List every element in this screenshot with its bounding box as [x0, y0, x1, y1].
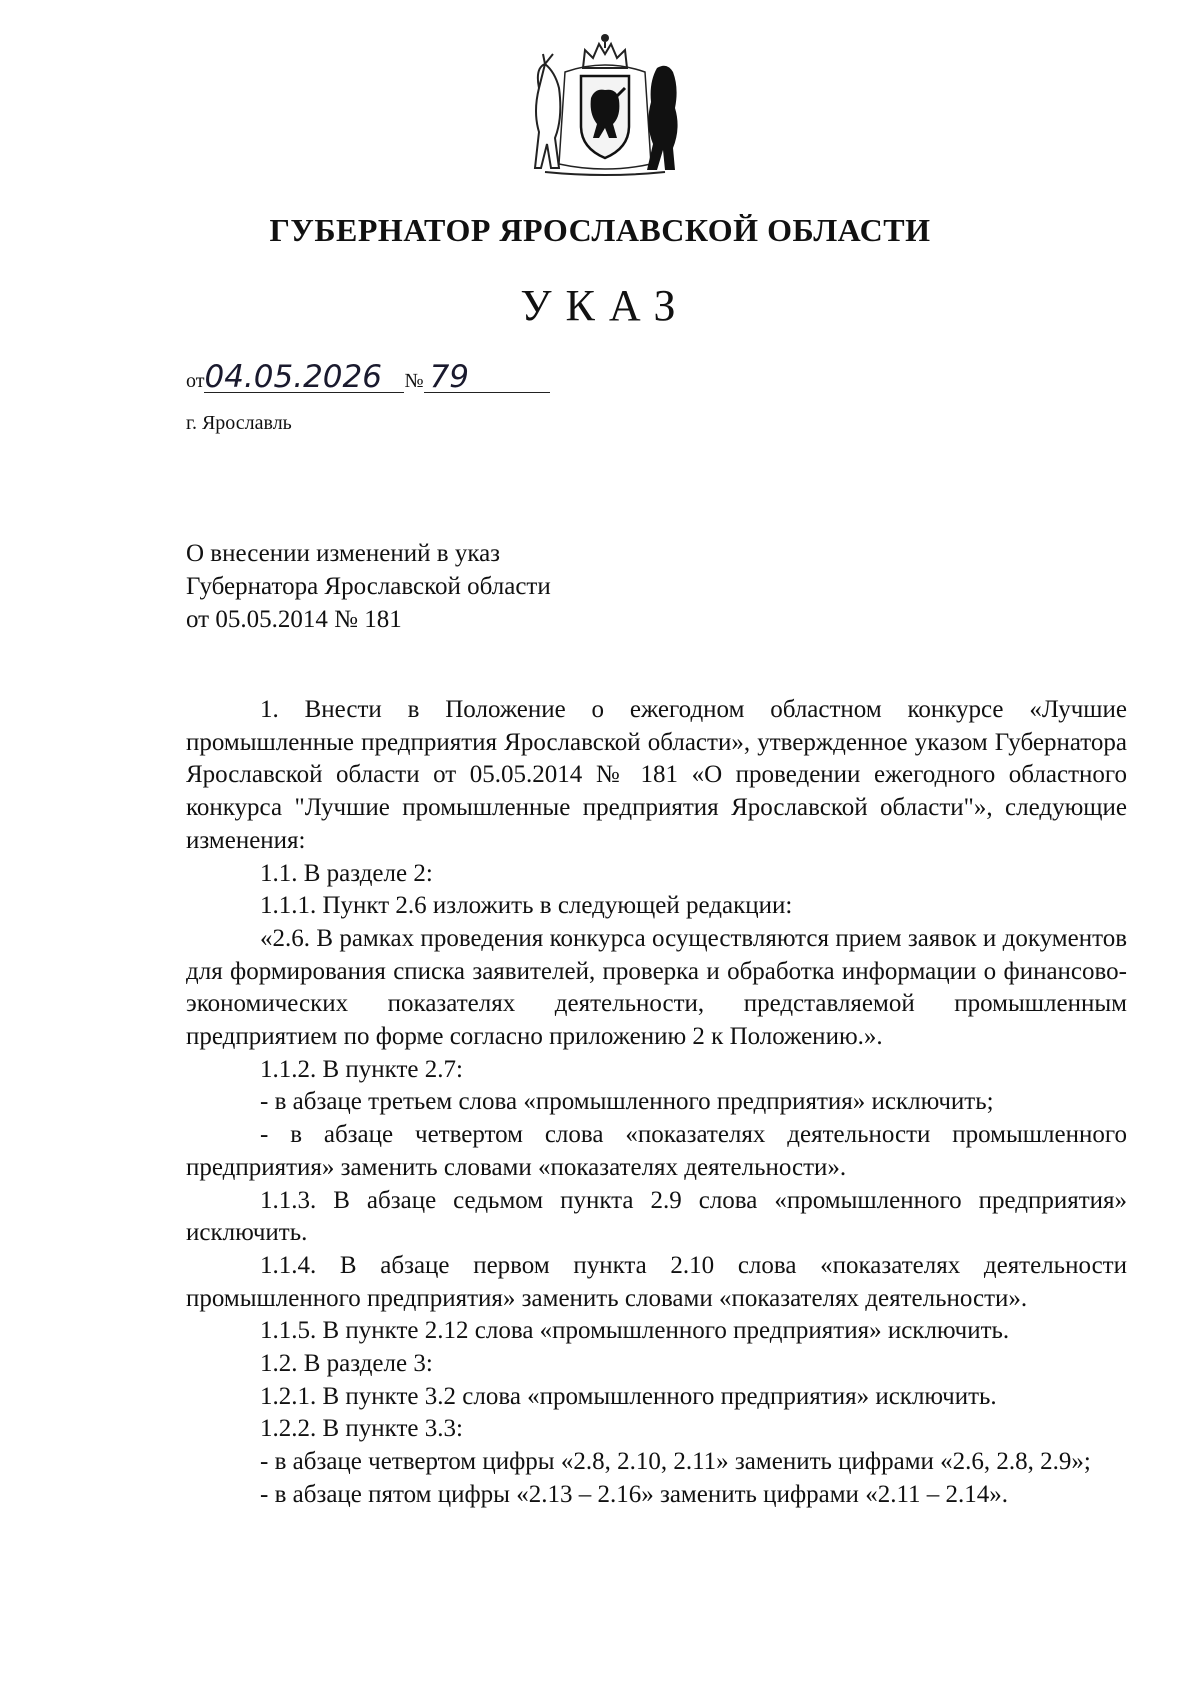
body-paragraph: 1.1.1. Пункт 2.6 изложить в следующей редакции:: [260, 892, 793, 920]
body-paragraph: 1.2.2. В пункте 3.3:: [260, 1415, 463, 1443]
body-paragraph: 1.1.3. В абзаце седьмом пункта 2.9 слова «промышленного предприятия» исключить.: [186, 1186, 1127, 1247]
document-body: [186, 694, 1127, 1512]
issue-city: г. Ярославль: [186, 412, 292, 434]
number-prefix: №: [404, 370, 424, 392]
body-paragraph: - в абзаце пятом цифры «2.13 – 2.16» заменить цифрами «2.11 – 2.14».: [260, 1480, 1009, 1508]
date-prefix: от: [186, 370, 205, 392]
document-subject: [186, 537, 551, 636]
body-paragraph: 1.1.4. В абзаце первом пункта 2.10 слова «показателях деятельности промышленного предприятия» заменить словами «показателях деятельности».: [186, 1251, 1127, 1312]
body-paragraph: 1. Внести в Положение о ежегодном областном конкурсе «Лучшие промышленные предприятия Ярославской области», утвержденное указом Губернатора Ярославской области от 05.05.2014 № 181 «О проведении ежегодного областного конкурса "Лучшие промышленные предприятия Ярославской области"», следующие изменения:: [186, 696, 1127, 854]
body-paragraph: - в абзаце третьем слова «промышленного предприятия» исключить;: [260, 1088, 994, 1116]
document-type-title: УКАЗ: [520, 281, 690, 330]
body-paragraph: 1.1.5. В пункте 2.12 слова «промышленного предприятия» исключить.: [260, 1317, 1010, 1345]
handwritten-date: 04.05.2026: [204, 362, 404, 393]
yaroslavl-coat-of-arms-icon: [525, 28, 685, 178]
subject-line: О внесении изменений в указ: [186, 540, 501, 567]
body-paragraph: - в абзаце четвертом слова «показателях деятельности промышленного предприятия» заменить словами «показателях деятельности».: [186, 1121, 1127, 1181]
handwritten-number: 79: [424, 362, 550, 393]
issuing-authority-title: ГУБЕРНАТОР ЯРОСЛАВСКОЙ ОБЛАСТИ: [269, 212, 931, 248]
subject-line: Губернатора Ярославской области: [186, 573, 551, 600]
body-paragraph: 1.1.2. В пункте 2.7:: [260, 1055, 463, 1083]
subject-line: от 05.05.2014 № 181: [186, 606, 402, 633]
body-paragraph: «2.6. В рамках проведения конкурса осуществляются прием заявок и документов для формирования списка заявителей, проверка и обработка информации о финансово-экономических показателях деятельности, представляемой промышленным предприятием по форме согласно приложению 2 к Положению.».: [186, 924, 1127, 1051]
document-date-number-line: [186, 359, 550, 395]
body-paragraph: - в абзаце четвертом цифры «2.8, 2.10, 2.11» заменить цифрами «2.6, 2.8, 2.9»;: [260, 1448, 1091, 1476]
body-paragraph: 1.2. В разделе 3:: [260, 1350, 433, 1378]
body-paragraph: 1.1. В разделе 2:: [260, 859, 433, 887]
body-paragraph: 1.2.1. В пункте 3.2 слова «промышленного предприятия» исключить.: [260, 1382, 997, 1410]
